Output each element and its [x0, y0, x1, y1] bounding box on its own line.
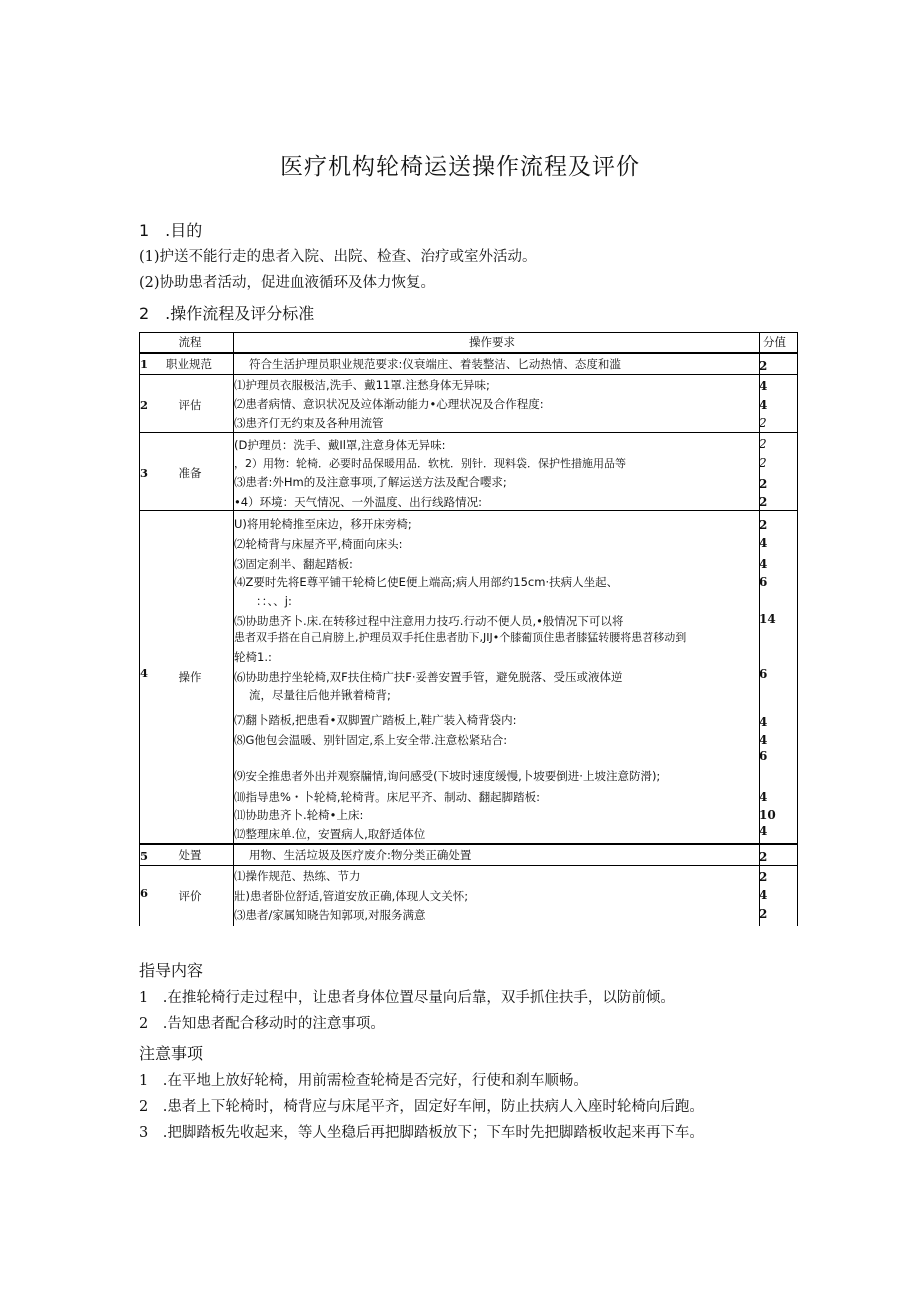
requirement-item: 壯)患者卧位舒适,管道安放正确,体现人文关怀;: [234, 889, 469, 903]
section-heading-process: 2 .操作流程及评分标准: [139, 304, 315, 323]
score-value: 2: [759, 518, 768, 532]
page-title: 医疗机构轮椅运送操作流程及评价: [280, 154, 640, 180]
row-process-name: 操作: [178, 670, 202, 684]
requirement-item: ⑻G他包会温暖、别针固定,系上安全带.注意松紧玷合:: [234, 733, 508, 747]
requirement-item: ⑶固定刹半、翻起踏板:: [234, 557, 353, 571]
requirement-item: ⑴护理员衣服极洁,洗手、戴11罩.注愁身体无异味;: [234, 378, 490, 392]
requirement-item: ⑼安全推患者外出并观察牖情,询问感受(下坡时速度缓慢,卜坡要倒进·上坡注意防滑);: [234, 769, 661, 783]
requirement-item: ⑾协助患齐卜.轮椅•上床:: [234, 808, 364, 822]
score-value: 2: [759, 456, 767, 470]
requirement-item: ⑹协助患拧坐轮椅,双F扶住椅广扶F·妥善安置手管，避免脱落、受压或液体逆: [234, 670, 623, 684]
score-value: 14: [759, 612, 776, 626]
row-process-name: 评价: [178, 889, 202, 903]
header-score: 分值: [763, 335, 786, 349]
requirement-item: (D护理员：洗手、戴Il罩,注意身体无异味:: [234, 438, 446, 452]
row-number: 4: [140, 666, 149, 680]
requirement-item: ⑵患者病情、意识状况及竝体渐动能力•心理状况及合作程度:: [234, 397, 544, 411]
score-value: 10: [759, 808, 776, 822]
score-value: 2: [759, 495, 768, 509]
requirement-item: ⑽指导患%・卜轮椅,轮椅背。床尼平齐、制动、翻起脚踏板:: [234, 790, 540, 804]
score-value: 4: [759, 379, 768, 393]
score-value: 4: [759, 557, 768, 571]
score-value: 4: [759, 715, 768, 729]
row-number: 1: [140, 357, 149, 371]
score-value: 2: [759, 870, 768, 884]
purpose-item: (1)护送不能行走的患者入院、出院、检查、治疗或室外活动。: [139, 249, 537, 265]
notes-item: 1 .在平地上放好轮椅，用前需检查轮椅是否完好，行使和刹车顺畅。: [139, 1073, 588, 1089]
requirement-item: ⑶患者:外Hm的及注意事项,了解运送方法及配合嘤求;: [234, 475, 507, 489]
requirement-item: 流，尽量往后他并锹着椅背;: [249, 688, 391, 702]
score-value: 4: [759, 398, 768, 412]
requirement-item: ⑷Z要时先将E尊平铺干轮椅匕使E便上端高;病人用部约15cm·扶病人坐起、: [234, 575, 619, 589]
requirement-item: ⑵轮椅背与床屋齐平,椅面向床头:: [234, 537, 403, 551]
process-scoring-table: [139, 332, 798, 926]
score-value: 2: [759, 416, 767, 430]
header-requirement: 操作要求: [469, 335, 515, 349]
guidance-item: 1 .在推轮椅行走过程中，让患者身体位置尽量向后靠，双手抓住扶手，以防前倾。: [139, 990, 675, 1006]
row-process-name: 处置: [178, 848, 202, 862]
requirement-item: ⑸协助患齐卜.床.在转移过程中注意用力技巧.行动不便人员,•般情况下可以将: [234, 614, 624, 628]
score-value: 4: [759, 536, 768, 550]
requirement-item: ⑴操作规范、热练、节力: [234, 869, 361, 883]
score-value: 6: [759, 667, 768, 681]
score-value: 4: [759, 733, 768, 747]
row-number: 6: [140, 886, 149, 900]
score-value: 2: [759, 907, 768, 921]
notes-heading: 注意事项: [139, 1044, 204, 1063]
header-process: 流程: [178, 335, 202, 349]
requirement-item: ⑶患齐仃无约束及各种用流管: [234, 416, 384, 430]
requirement-item: ⑶患者/家属知晓告知郭项,对服务满意: [234, 908, 426, 922]
row-number: 2: [140, 398, 149, 412]
section-heading-purpose: 1 .目的: [139, 221, 203, 240]
guidance-item: 2 .告知患者配合移动时的注意事项。: [139, 1016, 385, 1032]
score-value: 2: [759, 359, 768, 373]
score-value: 4: [759, 824, 768, 838]
notes-item: 3 .把脚踏板先收起来，等人坐稳后再把脚踏板放下；下车时先把脚踏板收起来再下车。: [139, 1125, 704, 1141]
requirement-item: ：：、、j:: [256, 594, 292, 608]
score-value: 2: [759, 477, 768, 491]
score-value: 4: [759, 888, 768, 902]
requirement-item: 用物、生活垃圾及医疗废介:物分类正确处置: [249, 848, 472, 862]
requirement-item: •4）环境：天气情况、一外温度、出行线路情况:: [234, 495, 482, 509]
requirement-item: ⑺翻卜踏板,把患看•双脚置广踏板上,鞋广装入椅背袋内:: [234, 713, 517, 727]
score-value: 4: [759, 790, 768, 804]
row-process-name: 准备: [178, 466, 202, 480]
guidance-heading: 指导内容: [139, 961, 204, 980]
row-process-name: 职业规范: [166, 357, 212, 371]
row-process-name: 评估: [178, 398, 202, 412]
score-value: 6: [759, 749, 768, 763]
purpose-item: (2)协助患者活动，促进血液循环及体力恢复。: [139, 275, 436, 291]
requirement-item: 轮椅1.:: [234, 650, 272, 664]
notes-item: 2 .患者上下轮椅时，椅背应与床尾平齐，固定好车闸，防止扶病人入座时轮椅向后跑。: [139, 1099, 704, 1115]
row-number: 3: [140, 466, 149, 480]
requirement-item: ⑿整理床单.位，安置病人,取舒适体位: [234, 827, 426, 841]
row-number: 5: [140, 849, 149, 863]
score-value: 2: [759, 850, 768, 864]
score-value: 2: [759, 437, 767, 451]
score-value: 6: [759, 575, 768, 589]
requirement-item: 符合生活护理员职业规范要求:仪衰端庄、着装整洁、匕动热情、态度和滥: [249, 357, 621, 371]
requirement-item: 患者双手搭在自己肩膀上,护理员双手托住患者肋下,JIJ•个膝葡顶住患者膝猛转腰将患苕移动到: [234, 631, 687, 644]
requirement-item: ，2）用物：轮椅．必要时品保暖用品．软枕．别针．现料袋．保护性措施用品等: [234, 457, 626, 470]
requirement-item: U)将用轮椅推至床边，移开床旁椅;: [234, 517, 412, 531]
